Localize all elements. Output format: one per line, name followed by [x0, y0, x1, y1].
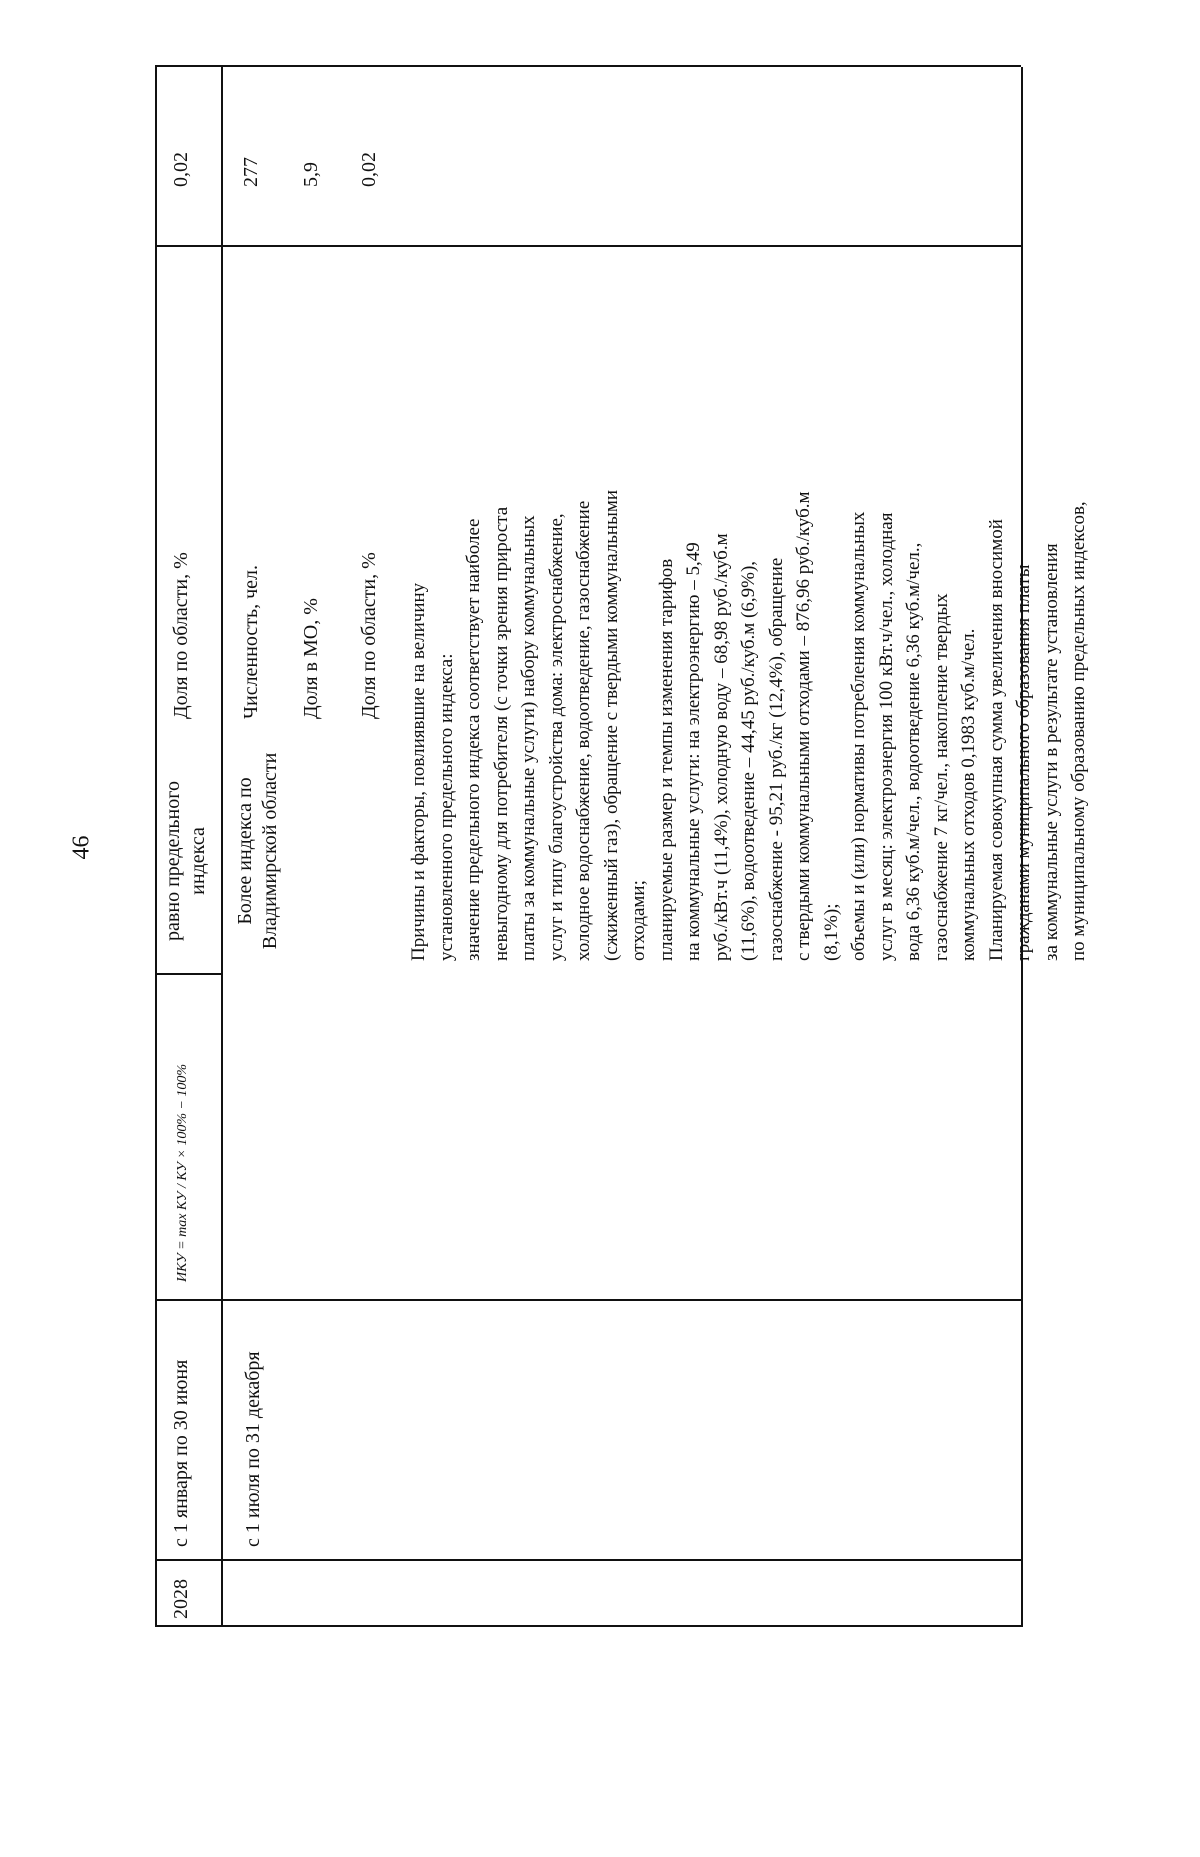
table-col-line [155, 1559, 1021, 1561]
period-first-half: с 1 января по 30 июня [170, 1359, 192, 1547]
row-value: 0,02 [170, 152, 192, 187]
table-col-line [155, 973, 223, 975]
period-second-half: с 1 июля по 31 декабря [242, 1351, 264, 1547]
year-cell: 2028 [170, 1579, 192, 1619]
table-border-top [155, 67, 157, 1627]
table-col-line [155, 65, 1021, 67]
condition-bottom: Более индекса по Владимирской области [234, 752, 281, 950]
row-label: Численность, чел. [240, 565, 262, 719]
page-number: 46 [68, 835, 95, 860]
condition-top: равно предельного индекса [162, 776, 209, 941]
row-label: Доля по области, % [358, 552, 380, 719]
table-row-line [221, 67, 223, 1627]
row-label: Доля в МО, % [300, 598, 322, 719]
row-label: Доля по области, % [170, 552, 192, 719]
inner-line [221, 67, 223, 247]
formula: ИКУ = max КУ / КУ × 100% − 100% [175, 1063, 190, 1282]
row-value: 5,9 [300, 162, 322, 187]
notes-text: Причины и факторы, повлиявшие на величину установленного предельного индекса: значение предельного индекса соответствует наиболее невыгодному для потребителя (с точки зрения прироста платы за коммунальные услуги) набору коммунальных услуг и типу благоустройства дома: электроснабжение, холодное водоснабжение, водоотведение, газоснабжение (сжиженный газ), обращение с твердыми коммунальными отходами; планируемые размер и темпы изменения тарифов на коммунальные услуги: на электроэнергию – 5,49 руб./кВт.ч (11,4%), холодную воду – 68,98 руб./куб.м (11,6%), водоотведение – 44,45 руб./куб.м (6,9%), газоснабжение - 95,21 руб./кг (12,4%), обращение с твердыми коммунальными отходами – 876,96 руб./куб.м (8,1%); объемы и (или) нормативы потребления коммунальных услуг в месяц: электроэнергия 100 кВт.ч/чел., холодная вода 6,36 куб.м/чел., водоотведение 6,36 куб.м/чел., газоснабжение 7 кг/чел., накопление твердых коммунальных отходов 0,1983 куб.м/чел. Планируемая совокупная сумма увеличения вносимой гражданами муниципального образования платы за коммунальные услуги в результате установления по муниципальному образованию предельных индексов, [408, 489, 1089, 961]
row-value: 0,02 [358, 152, 380, 187]
row-value: 277 [240, 157, 262, 187]
table-col-line [155, 1299, 1021, 1301]
table-col-line [155, 1625, 223, 1627]
rotated-table [155, 67, 1155, 1627]
inner-line [221, 1625, 1021, 1627]
table [155, 67, 1155, 1627]
